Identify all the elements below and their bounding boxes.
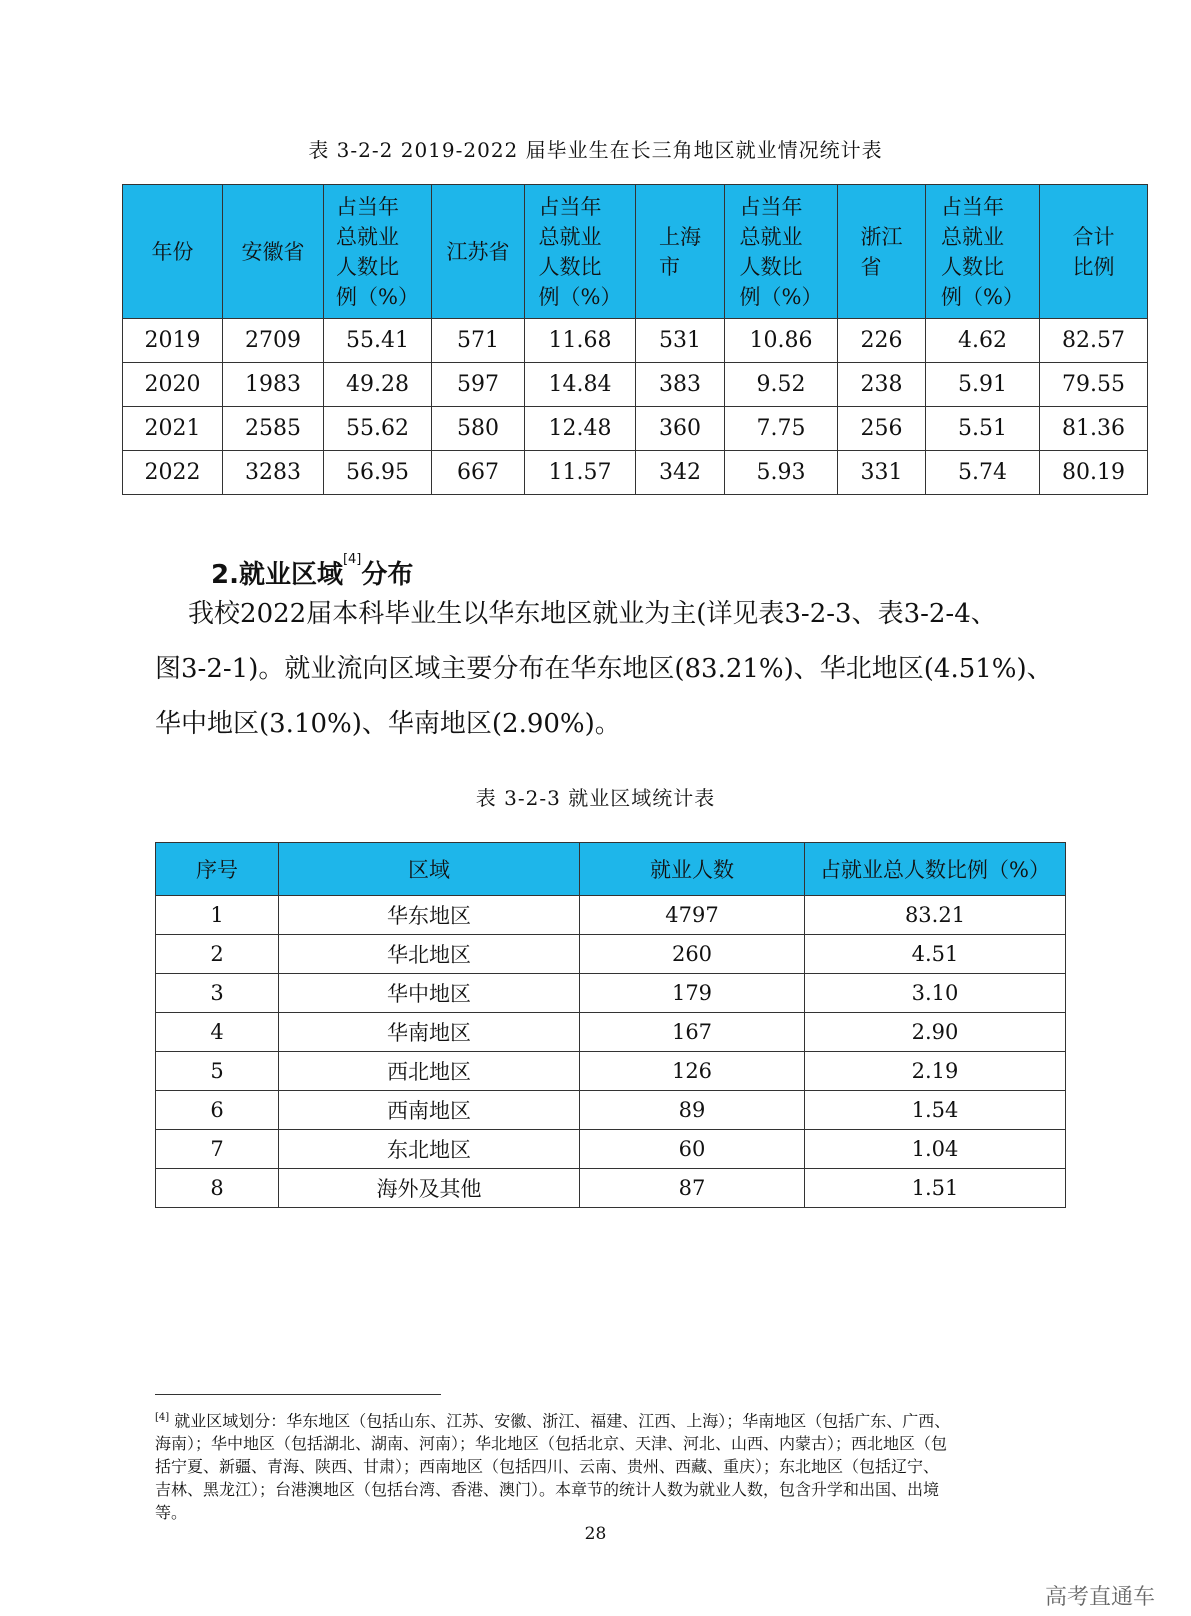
- table-cell: 580: [432, 407, 525, 451]
- table-cell: 126: [580, 1052, 805, 1091]
- table-cell: 55.62: [324, 407, 432, 451]
- table-cell: 7: [156, 1130, 279, 1169]
- table-cell: 2021: [123, 407, 223, 451]
- column-header-line: 人数比: [941, 254, 1005, 279]
- section-heading-text: 2.就业区域: [211, 560, 343, 590]
- section-heading: [211, 554, 413, 591]
- table-cell: 11.68: [525, 319, 636, 363]
- table-cell: 4.62: [926, 319, 1040, 363]
- table-row: [156, 1169, 1066, 1208]
- table-cell: 5.93: [725, 451, 838, 495]
- column-header-line: 江苏省: [446, 239, 510, 264]
- table-cell: 海外及其他: [279, 1169, 580, 1208]
- column-header-line: 占当年: [739, 194, 803, 219]
- footnote-marker: [4]: [155, 1412, 170, 1423]
- column-header-line: 总就业: [336, 224, 400, 249]
- paragraph-line: 华中地区(3.10%)、华南地区(2.90%)。: [155, 709, 621, 739]
- table-row: [156, 974, 1066, 1013]
- table-cell: 4797: [580, 896, 805, 935]
- table-cell: 226: [838, 319, 926, 363]
- table1-header-row: [123, 185, 1148, 319]
- table-cell: 1983: [223, 363, 324, 407]
- table-cell: 383: [636, 363, 725, 407]
- column-header-line: 省: [860, 254, 882, 279]
- column-header-line: 占当年: [941, 194, 1005, 219]
- table-row: [123, 363, 1148, 407]
- table-cell: 2.19: [805, 1052, 1066, 1091]
- yangtze-delta-employment-table: [122, 184, 1148, 495]
- table2-header-row: [156, 843, 1066, 896]
- column-header-line: 总就业: [538, 224, 602, 249]
- table-cell: 55.41: [324, 319, 432, 363]
- table-cell: 3: [156, 974, 279, 1013]
- table-cell: 7.75: [725, 407, 838, 451]
- table-cell: 238: [838, 363, 926, 407]
- table-cell: 87: [580, 1169, 805, 1208]
- column-header: [123, 185, 223, 319]
- table-row: [156, 1130, 1066, 1169]
- table-row: [123, 451, 1148, 495]
- table-cell: 1: [156, 896, 279, 935]
- column-header-line: 占当年: [538, 194, 602, 219]
- column-header-line: 例（%）: [538, 284, 622, 309]
- body-paragraph: [155, 587, 1070, 752]
- column-header-line: 合计: [1072, 224, 1115, 249]
- paragraph-line: 图3-2-1)。就业流向区域主要分布在华东地区(83.21%)、华北地区(4.51%)、: [155, 654, 1053, 684]
- column-header-line: 人数比: [336, 254, 400, 279]
- table-cell: 华中地区: [279, 974, 580, 1013]
- column-header-line: 例（%）: [336, 284, 419, 309]
- table-cell: 2020: [123, 363, 223, 407]
- column-header-line: 上海: [659, 224, 701, 249]
- column-header-line: 例（%）: [941, 284, 1024, 309]
- table-cell: 342: [636, 451, 725, 495]
- table-cell: 3283: [223, 451, 324, 495]
- column-header-line: 年份: [151, 239, 194, 264]
- table-cell: 5: [156, 1052, 279, 1091]
- table-cell: 华南地区: [279, 1013, 580, 1052]
- footnote-line: 括宁夏、新疆、青海、陕西、甘肃）；西南地区（包括四川、云南、贵州、西藏、重庆）；东北地区（包括辽宁、: [155, 1457, 940, 1477]
- column-header-line: 占当年: [336, 194, 400, 219]
- table-cell: 179: [580, 974, 805, 1013]
- column-header: [725, 185, 838, 319]
- table-cell: 331: [838, 451, 926, 495]
- table-cell: 56.95: [324, 451, 432, 495]
- footnote-line: 等。: [155, 1503, 188, 1523]
- column-header: [223, 185, 324, 319]
- column-header: [926, 185, 1040, 319]
- table-cell: 60: [580, 1130, 805, 1169]
- table-cell: 西北地区: [279, 1052, 580, 1091]
- table-cell: 2709: [223, 319, 324, 363]
- column-header: [432, 185, 525, 319]
- table-cell: 9.52: [725, 363, 838, 407]
- table-cell: 华东地区: [279, 896, 580, 935]
- table-row: [156, 1052, 1066, 1091]
- employment-region-table: [155, 842, 1066, 1208]
- table-cell: 2019: [123, 319, 223, 363]
- table-cell: 1.04: [805, 1130, 1066, 1169]
- table-cell: 89: [580, 1091, 805, 1130]
- table1-caption: 表 3-2-2 2019-2022 届毕业生在长三角地区就业情况统计表: [308, 138, 883, 162]
- table-cell: 531: [636, 319, 725, 363]
- table-cell: 83.21: [805, 896, 1066, 935]
- table-row: [156, 935, 1066, 974]
- table-cell: 1.51: [805, 1169, 1066, 1208]
- table-cell: 256: [838, 407, 926, 451]
- table-cell: 5.74: [926, 451, 1040, 495]
- table-cell: 6: [156, 1091, 279, 1130]
- column-header-line: 人数比: [538, 254, 602, 279]
- table2-caption: 表 3-2-3 就业区域统计表: [475, 786, 716, 810]
- table-cell: 49.28: [324, 363, 432, 407]
- table-cell: 667: [432, 451, 525, 495]
- footnote-line: [155, 1406, 1060, 1432]
- column-header: 区域: [279, 843, 580, 896]
- table-cell: 4.51: [805, 935, 1066, 974]
- footnote-line: 海南）；华中地区（包括湖北、湖南、河南）；华北地区（包括北京、天津、河北、山西、内蒙古）；西北地区（包: [155, 1434, 948, 1454]
- page-number: 28: [584, 1524, 607, 1544]
- table-row: [156, 896, 1066, 935]
- column-header: 就业人数: [580, 843, 805, 896]
- column-header: 序号: [156, 843, 279, 896]
- column-header-line: 市: [659, 254, 680, 279]
- table-cell: 571: [432, 319, 525, 363]
- table-cell: 597: [432, 363, 525, 407]
- table-cell: 8: [156, 1169, 279, 1208]
- column-header-line: 总就业: [739, 224, 803, 249]
- table-cell: 260: [580, 935, 805, 974]
- footnote-ref: [4]: [342, 552, 362, 567]
- table-cell: 11.57: [525, 451, 636, 495]
- column-header: [1040, 185, 1148, 319]
- table-cell: 东北地区: [279, 1130, 580, 1169]
- table-cell: 82.57: [1040, 319, 1148, 363]
- table-cell: 3.10: [805, 974, 1066, 1013]
- table-cell: 2: [156, 935, 279, 974]
- column-header: [324, 185, 432, 319]
- table-cell: 12.48: [525, 407, 636, 451]
- column-header: [838, 185, 926, 319]
- footnote: [155, 1406, 1060, 1524]
- section-heading-tail: 分布: [361, 560, 414, 590]
- table-cell: 1.54: [805, 1091, 1066, 1130]
- table-cell: 5.51: [926, 407, 1040, 451]
- column-header-line: 例（%）: [739, 284, 823, 309]
- table-cell: 14.84: [525, 363, 636, 407]
- watermark: 高考直通车: [1044, 1585, 1155, 1610]
- table-cell: 4: [156, 1013, 279, 1052]
- footnote-divider: [155, 1394, 441, 1395]
- footnote-text: 就业区域划分：华东地区（包括山东、江苏、安徽、浙江、福建、江西、上海）；华南地区（包括广东、广西、: [174, 1411, 951, 1431]
- table-cell: 80.19: [1040, 451, 1148, 495]
- table-cell: 81.36: [1040, 407, 1148, 451]
- table-cell: 79.55: [1040, 363, 1148, 407]
- table-cell: 5.91: [926, 363, 1040, 407]
- column-header-line: 比例: [1072, 254, 1115, 279]
- table-cell: 2585: [223, 407, 324, 451]
- table-row: [156, 1091, 1066, 1130]
- table-cell: 华北地区: [279, 935, 580, 974]
- column-header: [525, 185, 636, 319]
- table-cell: 西南地区: [279, 1091, 580, 1130]
- table-row: [123, 319, 1148, 363]
- column-header-line: 安徽省: [241, 239, 305, 264]
- table-row: [156, 1013, 1066, 1052]
- table-row: [123, 407, 1148, 451]
- table-cell: 2.90: [805, 1013, 1066, 1052]
- table-cell: 2022: [123, 451, 223, 495]
- paragraph-line: 我校2022届本科毕业生以华东地区就业为主(详见表3-2-3、表3-2-4、: [155, 599, 997, 629]
- table-cell: 167: [580, 1013, 805, 1052]
- column-header-line: 人数比: [739, 254, 803, 279]
- column-header-line: 浙江: [860, 224, 903, 249]
- column-header-line: 总就业: [941, 224, 1005, 249]
- footnote-line: 吉林、黑龙江）；台港澳地区（包括台湾、香港、澳门）。本章节的统计人数为就业人数，包含升学和出国、出境: [155, 1480, 940, 1500]
- column-header: [636, 185, 725, 319]
- column-header: 占就业总人数比例（%）: [805, 843, 1066, 896]
- table-cell: 10.86: [725, 319, 838, 363]
- table-cell: 360: [636, 407, 725, 451]
